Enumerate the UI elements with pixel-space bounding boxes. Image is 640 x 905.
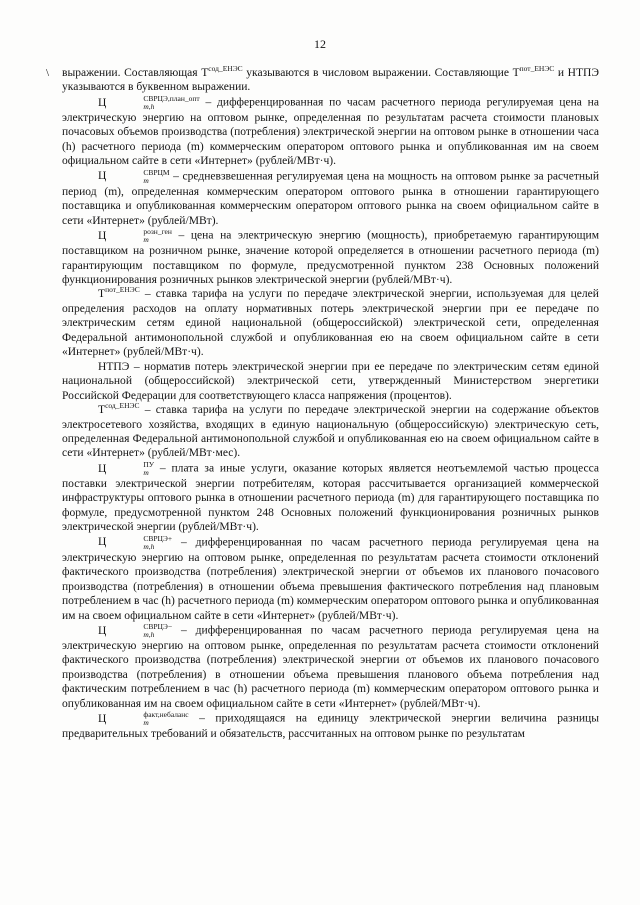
symbol-c-svrcz-plus: Ц СВРЦЭ+ m,h bbox=[98, 533, 173, 551]
symbol-c-svrcz-minus: Ц СВРЦЭ− m,h bbox=[98, 621, 173, 639]
symbol-t-pot-enes-def: $Т^{пот\_ЕНЭС}$ bbox=[98, 285, 140, 301]
paragraph-rozn-gen bbox=[62, 228, 599, 287]
document-body bbox=[62, 66, 599, 742]
definition-svrcz-minus: – дифференцированная по часам расчетного периода регулируемая цена на электрическую энергию на оптовом рынке, определенная по результатам расчета стоимости отклонений фактического производства (потребления) электрической энергии от объемов их планового почасового производства (потребления) в отношении объема превышения планового объема потребления над фактическим потреблением в час (h) расчетного периода (m) коммерческим оператором оптового рынка и опубликованная им на своем официальном сайте в сети «Интернет» (рублей/МВт·ч). bbox=[62, 624, 599, 710]
symbol-t-pot-enes: $Т^{пот\_ЕНЭС}$ bbox=[512, 64, 555, 79]
symbol-ntpe: НТПЭ bbox=[98, 360, 130, 373]
definition-t-sod-enes: – ставка тарифа на услуги по передаче электрической энергии на содержание объектов электросетевого хозяйства, входящих в единую национальную (общероссийскую) электрическую сеть, определенная Федеральной антимонопольной службой и опубликованная ею на своем официальном сайте в сети «Интернет» (рублей/МВт·мес). bbox=[62, 404, 599, 460]
symbol-c-pu: Ц ПУ m bbox=[98, 459, 155, 477]
paragraph-fakt-nebalans bbox=[62, 711, 599, 741]
symbol-t-sod-enes: $Т^{сод\_ЕНЭС}$ bbox=[201, 64, 243, 79]
symbol-c-fakt-nebalans: Ц факт,небаланс m bbox=[98, 710, 189, 728]
intro-text-b: указываются в числовом выражении. Составляющие bbox=[246, 67, 509, 79]
paragraph-svrcz-plan bbox=[62, 95, 599, 169]
symbol-c-svrcz-plan: Ц СВРЦЭ,план_опт m,h bbox=[98, 93, 200, 111]
margin-mark: \ bbox=[46, 67, 50, 79]
definition-svrcz-plan: – дифференцированная по часам расчетного периода регулируемая цена на электрическую энергию на оптовом рынке, определенная по результатам расчета стоимости плановых почасовых объемов производства (потребления) электрической энергии на оптовом рынке в отношении часа (h) расчетного периода (m) коммерческим оператором оптового рынка и опубликованная им на своем официальном сайте в сети «Интернет» (рублей/МВт·ч). bbox=[62, 96, 599, 168]
paragraph-svrcz-minus bbox=[62, 623, 599, 711]
paragraph-t-sod-enes bbox=[62, 403, 599, 461]
paragraph-ntpe bbox=[62, 360, 599, 403]
paragraph-pu bbox=[62, 461, 599, 535]
intro-text-c: и НТПЭ указываются в буквенном выражении. bbox=[62, 67, 600, 94]
paragraph-t-pot-enes bbox=[62, 287, 599, 359]
definition-rozn-gen: – цена на электрическую энергию (мощность), приобретаемую гарантирующим поставщиком на розничном рынке, значение которой определяется в отношении расчетного периода (m) гарантирующим поставщиком по формуле, предусмотренной пунктом 238 Основных положений функционирования розничных рынков электрической энергии (рублей/МВт·ч). bbox=[62, 229, 599, 286]
intro-text-a: выражении. Составляющая bbox=[62, 67, 198, 79]
paragraph-svrcm bbox=[62, 169, 599, 228]
symbol-c-svrcm: Ц СВРЦМ m bbox=[98, 167, 170, 185]
definition-fakt-nebalans: – приходящаяся на единицу электрической энергии величина разницы предварительных требований и обязательств, рассчитанных на оптовом рынке по результатам bbox=[62, 712, 599, 741]
definition-ntpe: – норматив потерь электрической энергии при ее передаче по электрическим сетям единой национальной (общероссийской) электрической сети, утвержденный Министерством энергетики Российской Федерации для соответствующего класса напряжения (процентов). bbox=[62, 360, 599, 402]
definition-svrcz-plus: – дифференцированная по часам расчетного периода регулируемая цена на электрическую энергию на оптовом рынке, определенная по результатам расчета стоимости отклонений фактического производства (потребления) электрической энергии от объемов их планового почасового производства (потребления) в отношении объема превышения фактического потребления над плановым потреблением в час (h) расчетного периода (m) коммерческим оператором оптового рынка и опубликованная им на своем официальном сайте в сети «Интернет» (рублей/МВт·ч). bbox=[62, 536, 599, 622]
paragraph-intro bbox=[62, 66, 599, 95]
definition-t-pot-enes: – ставка тарифа на услуги по передаче электрической энергии, используемая для целей определения расходов на оплату нормативных потерь электрической энергии при ее передаче по электрическим сетям единой национальной (общероссийской) электрической сети, определенная Федеральной антимонопольной службой и опубликованная ею на своем официальном сайте в сети «Интернет» (рублей/МВт·ч). bbox=[62, 288, 599, 359]
definition-pu: – плата за иные услуги, оказание которых является неотъемлемой частью процесса поставки электрической энергии потребителям, которая рассчитывается организацией коммерческой инфраструктуры оптового рынка в отношении расчетного периода (m) для гарантирующего поставщика по формуле, предусмотренной пунктом 248 Основных положений функционирования розничных рынков электрической энергии (рублей/МВт·ч). bbox=[62, 462, 600, 534]
definition-svrcm: – средневзвешенная регулируемая цена на мощность на оптовом рынке за расчетный период (m), определенная коммерческим оператором оптового рынка в отношении гарантирующего поставщика и опубликованная коммерческим оператором оптового рынка на своем официальном сайте в сети «Интернет» (рублей/МВт). bbox=[62, 170, 599, 227]
paragraph-svrcz-plus bbox=[62, 535, 599, 623]
symbol-c-rozn-gen: Ц розн_ген m bbox=[98, 227, 172, 245]
page-number: 12 bbox=[314, 37, 326, 51]
symbol-t-sod-enes-def: $Т^{сод\_ЕНЭС}$ bbox=[98, 401, 140, 417]
